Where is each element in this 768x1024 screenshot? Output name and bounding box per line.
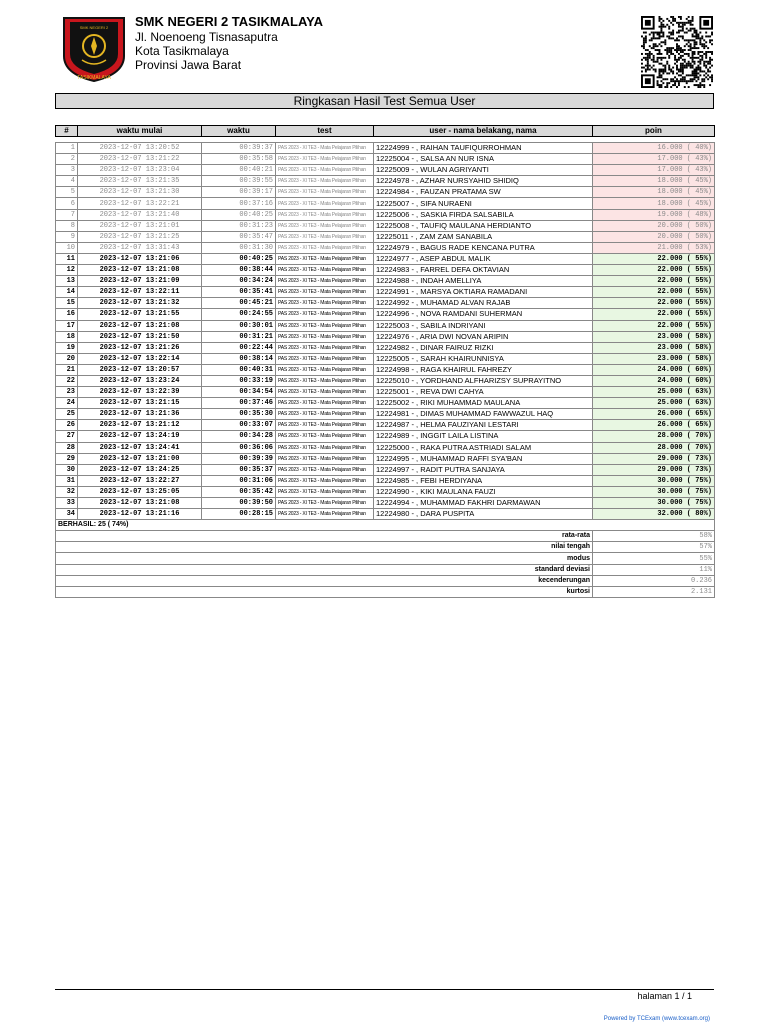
test-name-cell: PAS 2023 - XI TE3 - Mata Pelajaran Pilihan [276, 509, 374, 520]
poin-cell: 18.000 ( 45%) [593, 187, 715, 198]
test-name-cell: PAS 2023 - XI TE3 - Mata Pelajaran Pilihan [276, 287, 374, 298]
user-name-cell: 12225006 - , SASKIA FIRDA SALSABILA [374, 209, 593, 220]
user-name-cell: 12224982 - , DINAR FAIRUZ RIZKI [374, 342, 593, 353]
start-time-cell: 2023-12-07 13:23:24 [78, 375, 202, 386]
stat-label: nilai tengah [56, 542, 593, 553]
table-row [56, 442, 715, 453]
duration-cell: 00:39:55 [202, 176, 276, 187]
user-name-cell: 12224979 - , BAGUS RADE KENCANA PUTRA [374, 242, 593, 253]
user-name-cell: 12225009 - , WULAN AGRIYANTI [374, 165, 593, 176]
table-row [56, 475, 715, 486]
test-name-cell: PAS 2023 - XI TE3 - Mata Pelajaran Pilihan [276, 276, 374, 287]
user-name-cell: 12224984 - , FAUZAN PRATAMA SW [374, 187, 593, 198]
stat-label: rata-rata [56, 531, 593, 542]
user-name-cell: 12225002 - , RIKI MUHAMMAD MAULANA [374, 398, 593, 409]
school-info [135, 14, 323, 72]
user-name-cell: 12225003 - , SABILA INDRIYANI [374, 320, 593, 331]
poin-cell: 22.000 ( 55%) [593, 276, 715, 287]
duration-cell: 00:30:01 [202, 320, 276, 331]
row-number: 26 [56, 420, 78, 431]
start-time-cell: 2023-12-07 13:24:19 [78, 431, 202, 442]
row-number: 7 [56, 209, 78, 220]
start-time-cell: 2023-12-07 13:21:12 [78, 420, 202, 431]
poin-cell: 24.000 ( 60%) [593, 375, 715, 386]
start-time-cell: 2023-12-07 13:21:06 [78, 253, 202, 264]
start-time-cell: 2023-12-07 13:25:05 [78, 486, 202, 497]
poin-cell: 16.000 ( 40%) [593, 143, 715, 154]
footer-divider [55, 989, 714, 990]
test-name-cell: PAS 2023 - XI TE3 - Mata Pelajaran Pilihan [276, 387, 374, 398]
stat-row [56, 564, 715, 575]
row-number: 6 [56, 198, 78, 209]
table-row [56, 198, 715, 209]
table-header-row [56, 126, 715, 137]
user-name-cell: 12225011 - , ZAM ZAM SANABILA [374, 231, 593, 242]
poin-cell: 32.000 ( 80%) [593, 509, 715, 520]
user-name-cell: 12224998 - , RAGA KHAIRUL FAHREZY [374, 364, 593, 375]
row-number: 23 [56, 387, 78, 398]
duration-cell: 00:35:41 [202, 287, 276, 298]
poin-cell: 20.000 ( 50%) [593, 220, 715, 231]
duration-cell: 00:37:46 [202, 398, 276, 409]
user-name-cell: 12224995 - , MUHAMMAD RAFFI SYA'BAN [374, 453, 593, 464]
row-number: 32 [56, 486, 78, 497]
row-number: 4 [56, 176, 78, 187]
start-time-cell: 2023-12-07 13:21:55 [78, 309, 202, 320]
duration-cell: 00:31:06 [202, 475, 276, 486]
stat-row [56, 586, 715, 597]
row-number: 8 [56, 220, 78, 231]
table-row [56, 375, 715, 386]
poin-cell: 22.000 ( 55%) [593, 253, 715, 264]
table-row [56, 331, 715, 342]
row-number: 9 [56, 231, 78, 242]
test-name-cell: PAS 2023 - XI TE3 - Mata Pelajaran Pilihan [276, 298, 374, 309]
user-name-cell: 12225000 - , RAKA PUTRA ASTRIADI SALAM [374, 442, 593, 453]
svg-text:SMK NEGERI 2: SMK NEGERI 2 [79, 25, 109, 30]
row-number: 31 [56, 475, 78, 486]
duration-cell: 00:34:54 [202, 387, 276, 398]
poin-cell: 28.000 ( 70%) [593, 431, 715, 442]
stat-value: 2.131 [593, 586, 715, 597]
test-name-cell: PAS 2023 - XI TE3 - Mata Pelajaran Pilihan [276, 309, 374, 320]
start-time-cell: 2023-12-07 13:20:57 [78, 364, 202, 375]
poin-cell: 28.000 ( 70%) [593, 442, 715, 453]
user-name-cell: 12224989 - , INGGIT LAILA LISTINA [374, 431, 593, 442]
stat-row [56, 542, 715, 553]
duration-cell: 00:33:19 [202, 375, 276, 386]
test-name-cell: PAS 2023 - XI TE3 - Mata Pelajaran Pilihan [276, 331, 374, 342]
poin-cell: 22.000 ( 55%) [593, 309, 715, 320]
start-time-cell: 2023-12-07 13:21:09 [78, 276, 202, 287]
row-number: 1 [56, 143, 78, 154]
start-time-cell: 2023-12-07 13:22:11 [78, 287, 202, 298]
table-row [56, 265, 715, 276]
start-time-cell: 2023-12-07 13:21:08 [78, 320, 202, 331]
user-name-cell: 12224999 - , RAIHAN TAUFIQURROHMAN [374, 143, 593, 154]
col-header-poin: poin [593, 126, 715, 137]
table-row [56, 220, 715, 231]
duration-cell: 00:22:44 [202, 342, 276, 353]
test-name-cell: PAS 2023 - XI TE3 - Mata Pelajaran Pilihan [276, 253, 374, 264]
row-number: 5 [56, 187, 78, 198]
poin-cell: 30.000 ( 75%) [593, 475, 715, 486]
row-number: 18 [56, 331, 78, 342]
start-time-cell: 2023-12-07 13:22:21 [78, 198, 202, 209]
row-number: 20 [56, 353, 78, 364]
row-number: 28 [56, 442, 78, 453]
test-name-cell: PAS 2023 - XI TE3 - Mata Pelajaran Pilihan [276, 342, 374, 353]
svg-text:TASIKMALAYA: TASIKMALAYA [77, 75, 111, 81]
duration-cell: 00:40:25 [202, 209, 276, 220]
address-city: Kota Tasikmalaya [135, 44, 229, 58]
row-number: 33 [56, 498, 78, 509]
user-name-cell: 12224994 - , MUHAMMAD FAKHRI DARMAWAN [374, 498, 593, 509]
test-name-cell: PAS 2023 - XI TE3 - Mata Pelajaran Pilihan [276, 375, 374, 386]
stat-value: 58% [593, 531, 715, 542]
stat-value: 55% [593, 553, 715, 564]
row-number: 34 [56, 509, 78, 520]
table-row [56, 387, 715, 398]
start-time-cell: 2023-12-07 13:24:41 [78, 442, 202, 453]
row-number: 11 [56, 253, 78, 264]
poin-cell: 25.000 ( 63%) [593, 387, 715, 398]
duration-cell: 00:40:25 [202, 253, 276, 264]
start-time-cell: 2023-12-07 13:21:22 [78, 154, 202, 165]
start-time-cell: 2023-12-07 13:21:35 [78, 176, 202, 187]
row-number: 10 [56, 242, 78, 253]
start-time-cell: 2023-12-07 13:21:08 [78, 265, 202, 276]
row-number: 21 [56, 364, 78, 375]
start-time-cell: 2023-12-07 13:21:01 [78, 220, 202, 231]
poin-cell: 25.000 ( 63%) [593, 398, 715, 409]
duration-cell: 00:31:23 [202, 220, 276, 231]
col-header-duration: waktu [202, 126, 276, 137]
user-name-cell: 12224997 - , RADIT PUTRA SANJAYA [374, 464, 593, 475]
row-number: 12 [56, 265, 78, 276]
duration-cell: 00:24:55 [202, 309, 276, 320]
user-name-cell: 12225010 - , YORDHAND ALFHARIZSY SUPRAYITNO [374, 375, 593, 386]
row-number: 25 [56, 409, 78, 420]
user-name-cell: 12224992 - , MUHAMAD ALVAN RAJAB [374, 298, 593, 309]
start-time-cell: 2023-12-07 13:20:52 [78, 143, 202, 154]
start-time-cell: 2023-12-07 13:21:16 [78, 509, 202, 520]
test-name-cell: PAS 2023 - XI TE3 - Mata Pelajaran Pilihan [276, 176, 374, 187]
poin-cell: 22.000 ( 55%) [593, 298, 715, 309]
test-name-cell: PAS 2023 - XI TE3 - Mata Pelajaran Pilihan [276, 398, 374, 409]
poin-cell: 22.000 ( 55%) [593, 265, 715, 276]
start-time-cell: 2023-12-07 13:21:08 [78, 498, 202, 509]
start-time-cell: 2023-12-07 13:22:14 [78, 353, 202, 364]
col-header-start-time: waktu mulai [78, 126, 202, 137]
start-time-cell: 2023-12-07 13:21:00 [78, 453, 202, 464]
poin-cell: 23.000 ( 58%) [593, 342, 715, 353]
duration-cell: 00:31:30 [202, 242, 276, 253]
table-row [56, 253, 715, 264]
user-name-cell: 12224996 - , NOVA RAMDANI SUHERMAN [374, 309, 593, 320]
test-name-cell: PAS 2023 - XI TE3 - Mata Pelajaran Pilihan [276, 409, 374, 420]
row-number: 19 [56, 342, 78, 353]
row-number: 13 [56, 276, 78, 287]
row-number: 30 [56, 464, 78, 475]
poin-cell: 29.000 ( 73%) [593, 453, 715, 464]
table-row [56, 353, 715, 364]
test-name-cell: PAS 2023 - XI TE3 - Mata Pelajaran Pilihan [276, 475, 374, 486]
test-name-cell: PAS 2023 - XI TE3 - Mata Pelajaran Pilihan [276, 486, 374, 497]
start-time-cell: 2023-12-07 13:22:27 [78, 475, 202, 486]
row-number: 29 [56, 453, 78, 464]
test-name-cell: PAS 2023 - XI TE3 - Mata Pelajaran Pilihan [276, 220, 374, 231]
table-row [56, 320, 715, 331]
start-time-cell: 2023-12-07 13:21:36 [78, 409, 202, 420]
test-name-cell: PAS 2023 - XI TE3 - Mata Pelajaran Pilihan [276, 231, 374, 242]
user-name-cell: 12224991 - , MARSYA OKTIARA RAMADANI [374, 287, 593, 298]
poin-cell: 24.000 ( 60%) [593, 364, 715, 375]
report-header [62, 14, 714, 86]
poin-cell: 23.000 ( 58%) [593, 331, 715, 342]
start-time-cell: 2023-12-07 13:21:40 [78, 209, 202, 220]
duration-cell: 00:39:17 [202, 187, 276, 198]
stat-row [56, 553, 715, 564]
poin-cell: 20.000 ( 50%) [593, 231, 715, 242]
duration-cell: 00:39:50 [202, 498, 276, 509]
poin-cell: 23.000 ( 58%) [593, 353, 715, 364]
start-time-cell: 2023-12-07 13:21:26 [78, 342, 202, 353]
duration-cell: 00:36:06 [202, 442, 276, 453]
berhasil-row [56, 520, 715, 531]
start-time-cell: 2023-12-07 13:21:32 [78, 298, 202, 309]
duration-cell: 00:35:47 [202, 231, 276, 242]
user-name-cell: 12224983 - , FARREL DEFA OKTAVIAN [374, 265, 593, 276]
row-number: 16 [56, 309, 78, 320]
poin-cell: 29.000 ( 73%) [593, 464, 715, 475]
table-row [56, 498, 715, 509]
user-name-cell: 12224990 - , KIKI MAULANA FAUZI [374, 486, 593, 497]
start-time-cell: 2023-12-07 13:21:50 [78, 331, 202, 342]
duration-cell: 00:35:30 [202, 409, 276, 420]
duration-cell: 00:45:21 [202, 298, 276, 309]
duration-cell: 00:34:24 [202, 276, 276, 287]
test-name-cell: PAS 2023 - XI TE3 - Mata Pelajaran Pilihan [276, 209, 374, 220]
poin-cell: 18.000 ( 45%) [593, 176, 715, 187]
duration-cell: 00:39:37 [202, 143, 276, 154]
user-name-cell: 12224985 - , FEBI HERDIYANA [374, 475, 593, 486]
page-number: halaman 1 / 1 [637, 991, 692, 1001]
user-name-cell: 12225008 - , TAUFIQ MAULANA HERDIANTO [374, 220, 593, 231]
test-name-cell: PAS 2023 - XI TE3 - Mata Pelajaran Pilihan [276, 198, 374, 209]
duration-cell: 00:37:16 [202, 198, 276, 209]
test-name-cell: PAS 2023 - XI TE3 - Mata Pelajaran Pilihan [276, 420, 374, 431]
test-name-cell: PAS 2023 - XI TE3 - Mata Pelajaran Pilihan [276, 242, 374, 253]
stat-value: 0.236 [593, 575, 715, 586]
stat-value: 57% [593, 542, 715, 553]
start-time-cell: 2023-12-07 13:21:25 [78, 231, 202, 242]
duration-cell: 00:38:14 [202, 353, 276, 364]
duration-cell: 00:31:21 [202, 331, 276, 342]
user-name-cell: 12225005 - , SARAH KHAIRUNNISYA [374, 353, 593, 364]
table-row [56, 276, 715, 287]
powered-by-link[interactable]: Powered by TCExam (www.tcexam.org) [603, 1016, 710, 1022]
table-row [56, 420, 715, 431]
table-row [56, 187, 715, 198]
stat-row [56, 531, 715, 542]
duration-cell: 00:28:15 [202, 509, 276, 520]
user-name-cell: 12224976 - , ARIA DWI NOVAN ARIPIN [374, 331, 593, 342]
duration-cell: 00:40:31 [202, 364, 276, 375]
poin-cell: 19.000 ( 48%) [593, 209, 715, 220]
school-name: SMK NEGERI 2 TASIKMALAYA [135, 14, 324, 29]
test-name-cell: PAS 2023 - XI TE3 - Mata Pelajaran Pilihan [276, 364, 374, 375]
poin-cell: 26.000 ( 65%) [593, 409, 715, 420]
row-number: 3 [56, 165, 78, 176]
table-row [56, 165, 715, 176]
table-row [56, 398, 715, 409]
table-row [56, 242, 715, 253]
stat-row [56, 575, 715, 586]
test-name-cell: PAS 2023 - XI TE3 - Mata Pelajaran Pilihan [276, 143, 374, 154]
table-row [56, 143, 715, 154]
duration-cell: 00:35:37 [202, 464, 276, 475]
qr-code [640, 16, 714, 88]
test-name-cell: PAS 2023 - XI TE3 - Mata Pelajaran Pilihan [276, 431, 374, 442]
col-header-no: # [56, 126, 78, 137]
start-time-cell: 2023-12-07 13:21:30 [78, 187, 202, 198]
berhasil-summary: BERHASIL: 25 ( 74%) [56, 520, 715, 531]
duration-cell: 00:38:44 [202, 265, 276, 276]
stat-label: modus [56, 553, 593, 564]
start-time-cell: 2023-12-07 13:21:15 [78, 398, 202, 409]
user-name-cell: 12224988 - , INDAH AMELLIYA [374, 276, 593, 287]
table-row [56, 431, 715, 442]
address-province: Provinsi Jawa Barat [135, 58, 242, 72]
duration-cell: 00:40:21 [202, 165, 276, 176]
user-name-cell: 12225007 - , SIFA NURAENI [374, 198, 593, 209]
col-header-user: user - nama belakang, nama [374, 126, 593, 137]
user-name-cell: 12225001 - , REVA DWI CAHYA [374, 387, 593, 398]
table-row [56, 298, 715, 309]
stat-label: kurtosi [56, 586, 593, 597]
table-row [56, 209, 715, 220]
poin-cell: 17.000 ( 43%) [593, 154, 715, 165]
stat-label: standard deviasi [56, 564, 593, 575]
poin-cell: 18.000 ( 45%) [593, 198, 715, 209]
stat-value: 11% [593, 564, 715, 575]
test-name-cell: PAS 2023 - XI TE3 - Mata Pelajaran Pilihan [276, 464, 374, 475]
table-row [56, 309, 715, 320]
table-row [56, 453, 715, 464]
start-time-cell: 2023-12-07 13:22:39 [78, 387, 202, 398]
table-row [56, 509, 715, 520]
start-time-cell: 2023-12-07 13:24:25 [78, 464, 202, 475]
poin-cell: 22.000 ( 55%) [593, 287, 715, 298]
duration-cell: 00:33:07 [202, 420, 276, 431]
user-name-cell: 12224977 - , ASEP ABDUL MALIK [374, 253, 593, 264]
test-name-cell: PAS 2023 - XI TE3 - Mata Pelajaran Pilihan [276, 187, 374, 198]
user-name-cell: 12224987 - , HELMA FAUZIYANI LESTARI [374, 420, 593, 431]
poin-cell: 30.000 ( 75%) [593, 498, 715, 509]
user-name-cell: 12224981 - , DIMAS MUHAMMAD FAWWAZUL HAQ [374, 409, 593, 420]
test-name-cell: PAS 2023 - XI TE3 - Mata Pelajaran Pilihan [276, 442, 374, 453]
row-number: 22 [56, 375, 78, 386]
report-title: Ringkasan Hasil Test Semua User [55, 93, 714, 109]
table-row [56, 154, 715, 165]
row-number: 24 [56, 398, 78, 409]
user-name-cell: 12225004 - , SALSA AN NUR ISNA [374, 154, 593, 165]
school-logo-emblem [62, 16, 126, 82]
duration-cell: 00:35:42 [202, 486, 276, 497]
poin-cell: 26.000 ( 65%) [593, 420, 715, 431]
poin-cell: 30.000 ( 75%) [593, 486, 715, 497]
test-name-cell: PAS 2023 - XI TE3 - Mata Pelajaran Pilihan [276, 154, 374, 165]
user-name-cell: 12224980 - , DARA PUSPITA [374, 509, 593, 520]
poin-cell: 22.000 ( 55%) [593, 320, 715, 331]
start-time-cell: 2023-12-07 13:23:04 [78, 165, 202, 176]
duration-cell: 00:39:39 [202, 453, 276, 464]
address-street: Jl. Noenoeng Tisnasaputra [135, 30, 278, 44]
results-table [55, 125, 715, 598]
test-name-cell: PAS 2023 - XI TE3 - Mata Pelajaran Pilihan [276, 453, 374, 464]
test-name-cell: PAS 2023 - XI TE3 - Mata Pelajaran Pilihan [276, 353, 374, 364]
table-row [56, 486, 715, 497]
poin-cell: 21.000 ( 53%) [593, 242, 715, 253]
user-name-cell: 12224978 - , AZHAR NURSYAHID SHIDIQ [374, 176, 593, 187]
poin-cell: 17.000 ( 43%) [593, 165, 715, 176]
table-row [56, 342, 715, 353]
test-name-cell: PAS 2023 - XI TE3 - Mata Pelajaran Pilihan [276, 498, 374, 509]
table-row [56, 176, 715, 187]
duration-cell: 00:34:28 [202, 431, 276, 442]
row-number: 2 [56, 154, 78, 165]
row-number: 17 [56, 320, 78, 331]
row-number: 27 [56, 431, 78, 442]
col-header-test: test [276, 126, 374, 137]
row-number: 15 [56, 298, 78, 309]
test-name-cell: PAS 2023 - XI TE3 - Mata Pelajaran Pilihan [276, 320, 374, 331]
test-name-cell: PAS 2023 - XI TE3 - Mata Pelajaran Pilihan [276, 265, 374, 276]
duration-cell: 00:35:58 [202, 154, 276, 165]
stat-label: kecenderungan [56, 575, 593, 586]
table-row [56, 287, 715, 298]
table-row [56, 364, 715, 375]
test-name-cell: PAS 2023 - XI TE3 - Mata Pelajaran Pilihan [276, 165, 374, 176]
start-time-cell: 2023-12-07 13:31:43 [78, 242, 202, 253]
table-row [56, 231, 715, 242]
row-number: 14 [56, 287, 78, 298]
table-row [56, 464, 715, 475]
table-row [56, 409, 715, 420]
